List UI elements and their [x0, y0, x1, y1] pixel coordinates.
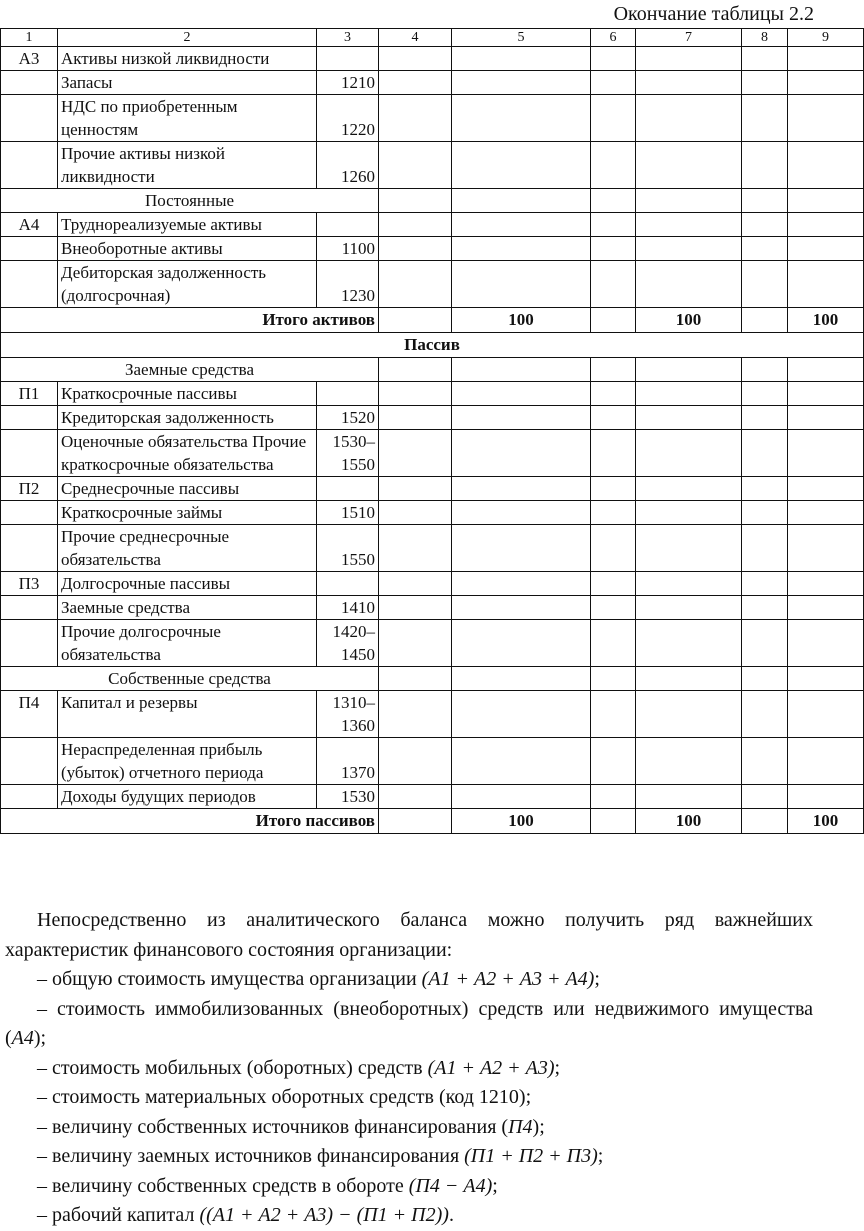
line-code — [317, 47, 379, 71]
value-cell — [742, 501, 788, 525]
item-name: Долгосрочные пассивы — [58, 572, 317, 596]
value-cell — [788, 47, 864, 71]
group-code — [1, 785, 58, 809]
table-row — [1, 501, 864, 525]
value-cell — [742, 142, 788, 189]
table-row — [1, 691, 864, 738]
formula: А4 — [11, 1027, 34, 1049]
item-name: Среднесрочные пассивы — [58, 477, 317, 501]
table-row — [1, 95, 864, 142]
group-code — [1, 501, 58, 525]
header-cell: 2 — [58, 29, 317, 47]
value-cell — [788, 572, 864, 596]
table-row — [1, 71, 864, 95]
value-cell — [591, 406, 636, 430]
table-row — [1, 358, 864, 382]
value-cell — [452, 382, 591, 406]
line-code: 1370 — [317, 738, 379, 785]
header-cell: 6 — [591, 29, 636, 47]
table-row — [1, 47, 864, 71]
table-caption: Окончание таблицы 2.2 — [613, 3, 814, 25]
group-code — [1, 142, 58, 189]
value-cell — [452, 237, 591, 261]
value-cell — [636, 237, 742, 261]
value-cell — [636, 738, 742, 785]
value-cell — [742, 47, 788, 71]
item-name: Оценочные обязательства Прочие краткосрочные обязательства — [58, 430, 317, 477]
value-cell — [591, 596, 636, 620]
group-code — [1, 406, 58, 430]
value-cell — [636, 572, 742, 596]
group-code — [1, 596, 58, 620]
formula: (П4 − А4) — [408, 1174, 493, 1197]
value-cell — [452, 620, 591, 667]
line-code: 1220 — [317, 95, 379, 142]
list-item: – общую стоимость имущества организации (А1 + А2 + А3 + А4); — [37, 968, 600, 990]
item-name: Краткосрочные займы — [58, 501, 317, 525]
value-cell — [379, 47, 452, 71]
value-cell — [452, 430, 591, 477]
value-cell — [636, 501, 742, 525]
value-cell — [742, 477, 788, 501]
assets-rows — [1, 47, 864, 308]
value-cell — [742, 71, 788, 95]
item-name: Краткосрочные пассивы — [58, 382, 317, 406]
value-cell — [742, 620, 788, 667]
value-cell — [591, 785, 636, 809]
line-code: 1310–1360 — [317, 691, 379, 738]
value-cell — [452, 477, 591, 501]
item-name: Прочие активы низкой ликвидности — [58, 142, 317, 189]
value-cell — [452, 667, 591, 691]
value-cell — [452, 572, 591, 596]
group-code — [1, 71, 58, 95]
line-code: 1530–1550 — [317, 430, 379, 477]
value-cell — [452, 71, 591, 95]
line-code — [317, 572, 379, 596]
formula: (П1 + П2 + П3) — [464, 1145, 598, 1167]
item-name: Кредиторская задолженность — [58, 406, 317, 430]
value-cell — [636, 525, 742, 572]
value-cell — [452, 261, 591, 308]
value-cell — [788, 142, 864, 189]
total-assets-col5: 100 — [452, 308, 591, 333]
line-code: 1100 — [317, 237, 379, 261]
value-cell — [452, 47, 591, 71]
formula: П4 — [508, 1115, 533, 1138]
balance-table — [0, 28, 864, 834]
value-cell — [636, 785, 742, 809]
header-cell: 8 — [742, 29, 788, 47]
value-cell — [452, 406, 591, 430]
value-cell — [788, 501, 864, 525]
value-cell — [379, 406, 452, 430]
table-row — [1, 620, 864, 667]
formula: ((А1 + А2 + А3) − (П1 + П2)) — [199, 1204, 449, 1226]
value-cell — [379, 71, 452, 95]
value-cell — [379, 667, 452, 691]
group-code — [1, 237, 58, 261]
table-row — [1, 261, 864, 308]
value-cell — [636, 95, 742, 142]
section-label: Заемные средства — [1, 358, 379, 382]
table-row — [1, 667, 864, 691]
value-cell — [591, 572, 636, 596]
line-code — [317, 477, 379, 501]
total-liabilities-row — [1, 809, 864, 834]
value-cell — [379, 691, 452, 738]
value-cell — [742, 525, 788, 572]
table-row — [1, 785, 864, 809]
list-item: – величину собственных средств в обороте (П4 − А4); — [37, 1174, 498, 1197]
total-liabilities-col7: 100 — [636, 809, 742, 834]
value-cell — [379, 430, 452, 477]
value-cell — [788, 237, 864, 261]
value-cell — [379, 477, 452, 501]
header-cell: 3 — [317, 29, 379, 47]
group-code — [1, 525, 58, 572]
value-cell — [452, 213, 591, 237]
value-cell — [452, 738, 591, 785]
value-cell — [452, 95, 591, 142]
table-row — [1, 213, 864, 237]
item-name: Запасы — [58, 71, 317, 95]
line-code: 1530 — [317, 785, 379, 809]
item-name: Заемные средства — [58, 596, 317, 620]
table-row — [1, 572, 864, 596]
value-cell — [452, 691, 591, 738]
total-assets-col9: 100 — [788, 308, 864, 333]
item-name: Дебиторская задолженность (долгосрочная) — [58, 261, 317, 308]
value-cell — [742, 596, 788, 620]
value-cell — [788, 525, 864, 572]
value-cell — [591, 667, 636, 691]
value-cell — [788, 213, 864, 237]
value-cell — [379, 785, 452, 809]
table-row — [1, 430, 864, 477]
value-cell — [591, 189, 636, 213]
value-cell — [742, 237, 788, 261]
formula: (А1 + А2 + А3 + А4) — [421, 968, 595, 990]
value-cell — [379, 620, 452, 667]
value-cell — [379, 358, 452, 382]
value-cell — [636, 667, 742, 691]
list-item: – стоимость мобильных (оборотных) средств (А1 + А2 + А3); — [37, 1056, 561, 1079]
value-cell — [742, 95, 788, 142]
table-row — [1, 738, 864, 785]
value-cell — [742, 667, 788, 691]
header-cell: 7 — [636, 29, 742, 47]
formula: (А1 + А2 + А3) — [427, 1056, 555, 1079]
value-cell — [788, 382, 864, 406]
value-cell — [636, 691, 742, 738]
value-cell — [742, 738, 788, 785]
value-cell — [591, 47, 636, 71]
item-name: Труднореализуемые активы — [58, 213, 317, 237]
table-row — [1, 596, 864, 620]
liabilities-rows — [1, 358, 864, 809]
value-cell — [742, 213, 788, 237]
table-row — [1, 237, 864, 261]
value-cell — [636, 477, 742, 501]
item-name: Активы низкой ликвидности — [58, 47, 317, 71]
group-code: П4 — [1, 691, 58, 738]
value-cell — [591, 430, 636, 477]
line-code — [317, 382, 379, 406]
value-cell — [636, 382, 742, 406]
value-cell — [452, 358, 591, 382]
header-cell: 4 — [379, 29, 452, 47]
header-cell: 1 — [1, 29, 58, 47]
value-cell — [379, 213, 452, 237]
group-code — [1, 95, 58, 142]
value-cell — [379, 738, 452, 785]
line-code — [317, 213, 379, 237]
table-row — [1, 477, 864, 501]
table-row — [1, 406, 864, 430]
value-cell — [742, 406, 788, 430]
value-cell — [452, 189, 591, 213]
value-cell — [788, 71, 864, 95]
group-code: А3 — [1, 47, 58, 71]
list-item: – рабочий капитал ((А1 + А2 + А3) − (П1 + П2)). — [37, 1204, 454, 1226]
line-code: 1510 — [317, 501, 379, 525]
group-code — [1, 261, 58, 308]
value-cell — [742, 691, 788, 738]
line-code: 1210 — [317, 71, 379, 95]
value-cell — [742, 572, 788, 596]
value-cell — [591, 95, 636, 142]
line-code: 1260 — [317, 142, 379, 189]
value-cell — [452, 142, 591, 189]
value-cell — [636, 620, 742, 667]
value-cell — [788, 620, 864, 667]
value-cell — [636, 430, 742, 477]
value-cell — [452, 596, 591, 620]
item-name: Доходы будущих периодов — [58, 785, 317, 809]
value-cell — [379, 189, 452, 213]
value-cell — [591, 525, 636, 572]
value-cell — [591, 358, 636, 382]
total-assets-row — [1, 308, 864, 333]
value-cell — [636, 358, 742, 382]
total-liabilities-col5: 100 — [452, 809, 591, 834]
value-cell — [591, 620, 636, 667]
table-row — [1, 525, 864, 572]
passive-header: Пассив — [1, 333, 864, 358]
value-cell — [636, 596, 742, 620]
body-text — [5, 906, 813, 1231]
group-code: А4 — [1, 213, 58, 237]
total-assets-col7: 100 — [636, 308, 742, 333]
value-cell — [788, 261, 864, 308]
item-name: Прочие долгосрочные обязательства — [58, 620, 317, 667]
value-cell — [591, 501, 636, 525]
value-cell — [788, 691, 864, 738]
value-cell — [636, 47, 742, 71]
value-cell — [742, 189, 788, 213]
total-liabilities-col9: 100 — [788, 809, 864, 834]
value-cell — [591, 738, 636, 785]
value-cell — [591, 382, 636, 406]
group-code — [1, 430, 58, 477]
item-name: Прочие среднесрочные обязательства — [58, 525, 317, 572]
value-cell — [788, 477, 864, 501]
value-cell — [742, 785, 788, 809]
value-cell — [788, 95, 864, 142]
value-cell — [788, 596, 864, 620]
value-cell — [788, 738, 864, 785]
list-item: – величину заемных источников финансирования (П1 + П2 + П3); — [37, 1145, 604, 1167]
table-row — [1, 142, 864, 189]
value-cell — [591, 477, 636, 501]
value-cell — [379, 142, 452, 189]
value-cell — [636, 189, 742, 213]
value-cell — [379, 525, 452, 572]
item-name: Нераспределенная прибыль (убыток) отчетного периода — [58, 738, 317, 785]
group-code: П1 — [1, 382, 58, 406]
value-cell — [591, 691, 636, 738]
value-cell — [788, 358, 864, 382]
value-cell — [379, 596, 452, 620]
value-cell — [742, 261, 788, 308]
line-code: 1230 — [317, 261, 379, 308]
intro-paragraph: Непосредственно из аналитического баланса можно получить ряд важнейших характеристик финансового состояния организации: — [5, 909, 813, 961]
value-cell — [379, 95, 452, 142]
value-cell — [742, 358, 788, 382]
value-cell — [452, 501, 591, 525]
value-cell — [788, 667, 864, 691]
value-cell — [788, 189, 864, 213]
value-cell — [452, 785, 591, 809]
value-cell — [636, 142, 742, 189]
value-cell — [379, 382, 452, 406]
value-cell — [591, 71, 636, 95]
line-code: 1410 — [317, 596, 379, 620]
list-item: – величину собственных источников финансирования (П4); — [37, 1115, 545, 1138]
total-liabilities-label: Итого пассивов — [1, 809, 379, 834]
group-code: П3 — [1, 572, 58, 596]
value-cell — [379, 261, 452, 308]
header-cell: 5 — [452, 29, 591, 47]
value-cell — [379, 572, 452, 596]
item-name: НДС по приобретенным ценностям — [58, 95, 317, 142]
group-code: П2 — [1, 477, 58, 501]
line-code: 1550 — [317, 525, 379, 572]
table-row — [1, 382, 864, 406]
total-assets-label: Итого активов — [1, 308, 379, 333]
value-cell — [636, 71, 742, 95]
line-code: 1420–1450 — [317, 620, 379, 667]
value-cell — [452, 525, 591, 572]
list-item: – стоимость иммобилизованных (внеоборотных) средств или недвижимого имущества (А4); — [5, 997, 813, 1049]
line-code: 1520 — [317, 406, 379, 430]
header-row — [1, 29, 864, 47]
value-cell — [788, 406, 864, 430]
value-cell — [379, 501, 452, 525]
value-cell — [742, 430, 788, 477]
group-code — [1, 738, 58, 785]
list-item: – стоимость материальных оборотных средств (код 1210); — [37, 1086, 532, 1108]
item-name: Капитал и резервы — [58, 691, 317, 738]
value-cell — [591, 261, 636, 308]
group-code — [1, 620, 58, 667]
value-cell — [788, 785, 864, 809]
section-label: Постоянные — [1, 189, 379, 213]
value-cell — [788, 430, 864, 477]
value-cell — [591, 237, 636, 261]
passive-header-row — [1, 333, 864, 358]
header-cell: 9 — [788, 29, 864, 47]
value-cell — [742, 382, 788, 406]
item-name: Внеоборотные активы — [58, 237, 317, 261]
value-cell — [591, 142, 636, 189]
value-cell — [636, 406, 742, 430]
value-cell — [591, 213, 636, 237]
table-row — [1, 189, 864, 213]
value-cell — [379, 237, 452, 261]
value-cell — [636, 261, 742, 308]
section-label: Собственные средства — [1, 667, 379, 691]
value-cell — [636, 213, 742, 237]
